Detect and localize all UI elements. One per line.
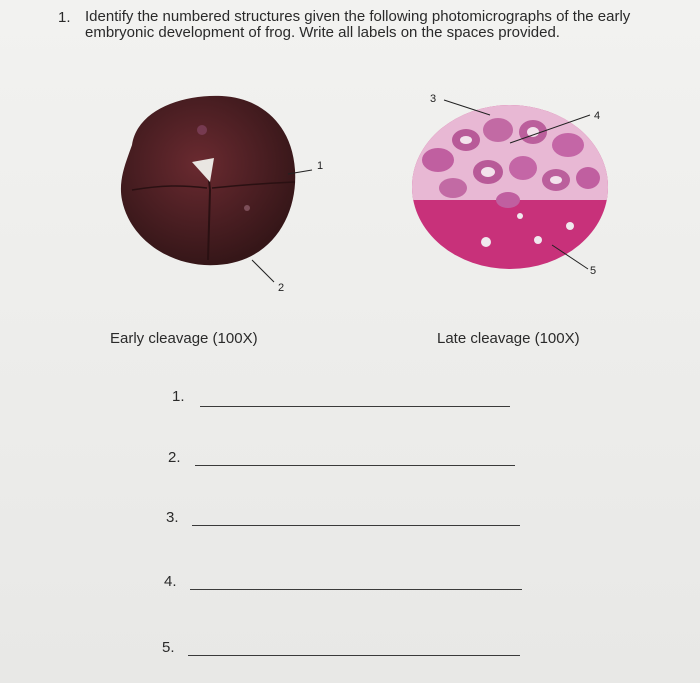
answer-row[interactable] — [0, 509, 700, 531]
late-label-3: 3 — [430, 93, 437, 105]
late-label-5: 5 — [590, 265, 597, 277]
early-label-1: 1 — [317, 160, 324, 172]
answer-number: 3. — [166, 509, 179, 526]
late-cleavage-caption: Late cleavage (100X) — [437, 330, 580, 347]
answer-row[interactable] — [0, 449, 700, 471]
late-label-4: 4 — [594, 110, 601, 122]
answer-row[interactable] — [0, 573, 700, 595]
late-pointer-lines — [440, 95, 600, 275]
answer-number: 2. — [168, 449, 181, 466]
answer-blank[interactable] — [200, 390, 510, 407]
answer-row[interactable] — [0, 388, 700, 410]
answer-number: 5. — [162, 639, 175, 656]
answer-blank[interactable] — [192, 509, 520, 526]
answer-blank[interactable] — [188, 639, 520, 656]
question-number: 1. — [58, 9, 71, 26]
early-cleavage-caption: Early cleavage (100X) — [110, 330, 258, 347]
early-label-2: 2 — [278, 282, 285, 294]
answer-blank[interactable] — [195, 449, 515, 466]
early-pointer-lines — [250, 160, 330, 300]
answer-number: 1. — [172, 388, 185, 405]
answer-row[interactable] — [0, 639, 700, 661]
answer-blank[interactable] — [190, 573, 522, 590]
answer-number: 4. — [164, 573, 177, 590]
question-text: Identify the numbered structures given the following photomicrographs of the early embryonic development of frog. Write all labels on the spaces provided. — [85, 8, 631, 41]
